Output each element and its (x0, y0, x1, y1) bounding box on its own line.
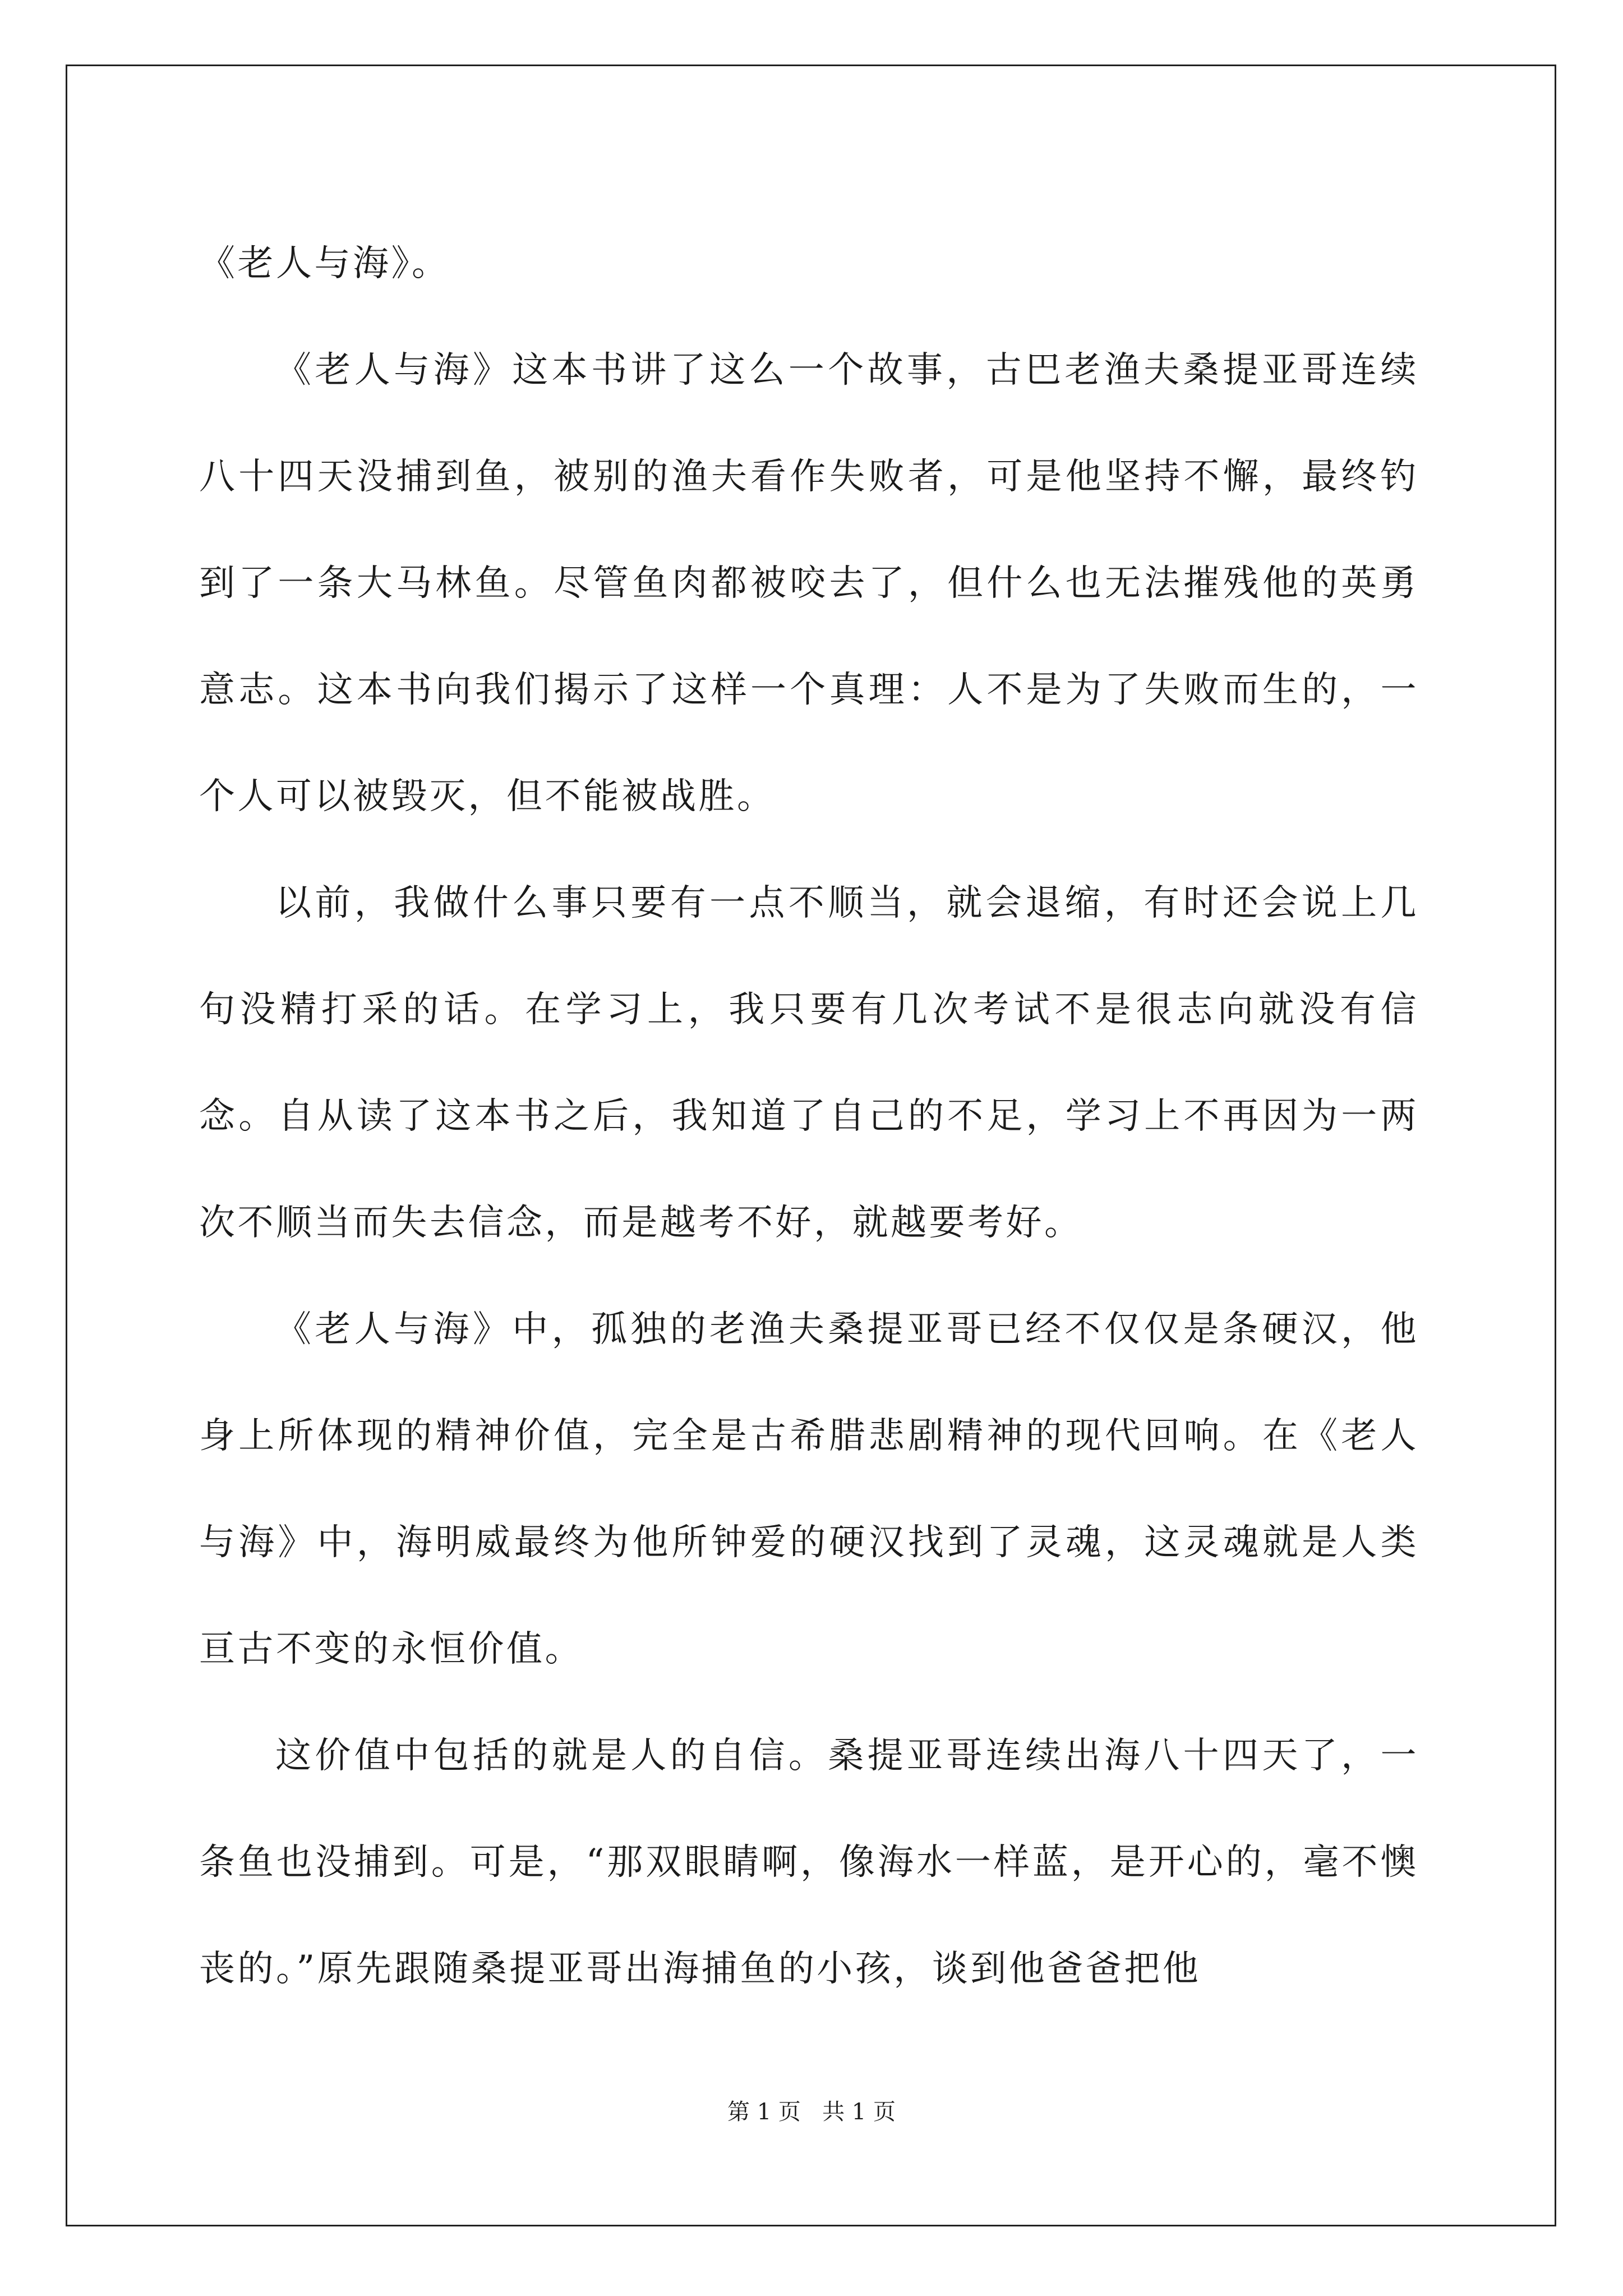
paragraph-1: 《老人与海》。 (199, 243, 450, 284)
paragraph-4: 《老人与海》中，孤独的老渔夫桑提亚哥已经不仅仅是条硬汉，他身上所体现的精神价值，完全是古希腊悲剧精神的现代回响。在《老人与海》中，海明威最终为他所钟爱的硬汉找到了灵魂，这灵魂就是人类亘古不变的永恒价值。 (199, 1309, 1419, 1670)
page-number-footer: 第 1 页 共 1 页 (727, 2099, 896, 2125)
paragraph-3: 以前，我做什么事只要有一点不顺当，就会退缩，有时还会说上几句没精打采的话。在学习上，我只要有几次考试不是很志向就没有信念。自从读了这本书之后，我知道了自己的不足，学习上不再因为一两次不顺当而失去信念，而是越考不好，就越要考好。 (199, 882, 1419, 1244)
paragraph-5: 这价值中包括的就是人的自信。桑提亚哥连续出海八十四天了，一条鱼也没捕到。可是，“那双眼睛啊，像海水一样蓝，是开心的，毫不懊丧的。”原先跟随桑提亚哥出海捕鱼的小孩，谈到他爸爸把他 (199, 1735, 1419, 1990)
document-body (199, 210, 1419, 2022)
paragraph-2: 《老人与海》这本书讲了这么一个故事，古巴老渔夫桑提亚哥连续八十四天没捕到鱼，被别的渔夫看作失败者，可是他坚持不懈，最终钓到了一条大马林鱼。尽管鱼肉都被咬去了，但什么也无法摧残他的英勇意志。这本书向我们揭示了这样一个真理：人不是为了失败而生的，一个人可以被毁灭，但不能被战胜。 (199, 349, 1419, 817)
